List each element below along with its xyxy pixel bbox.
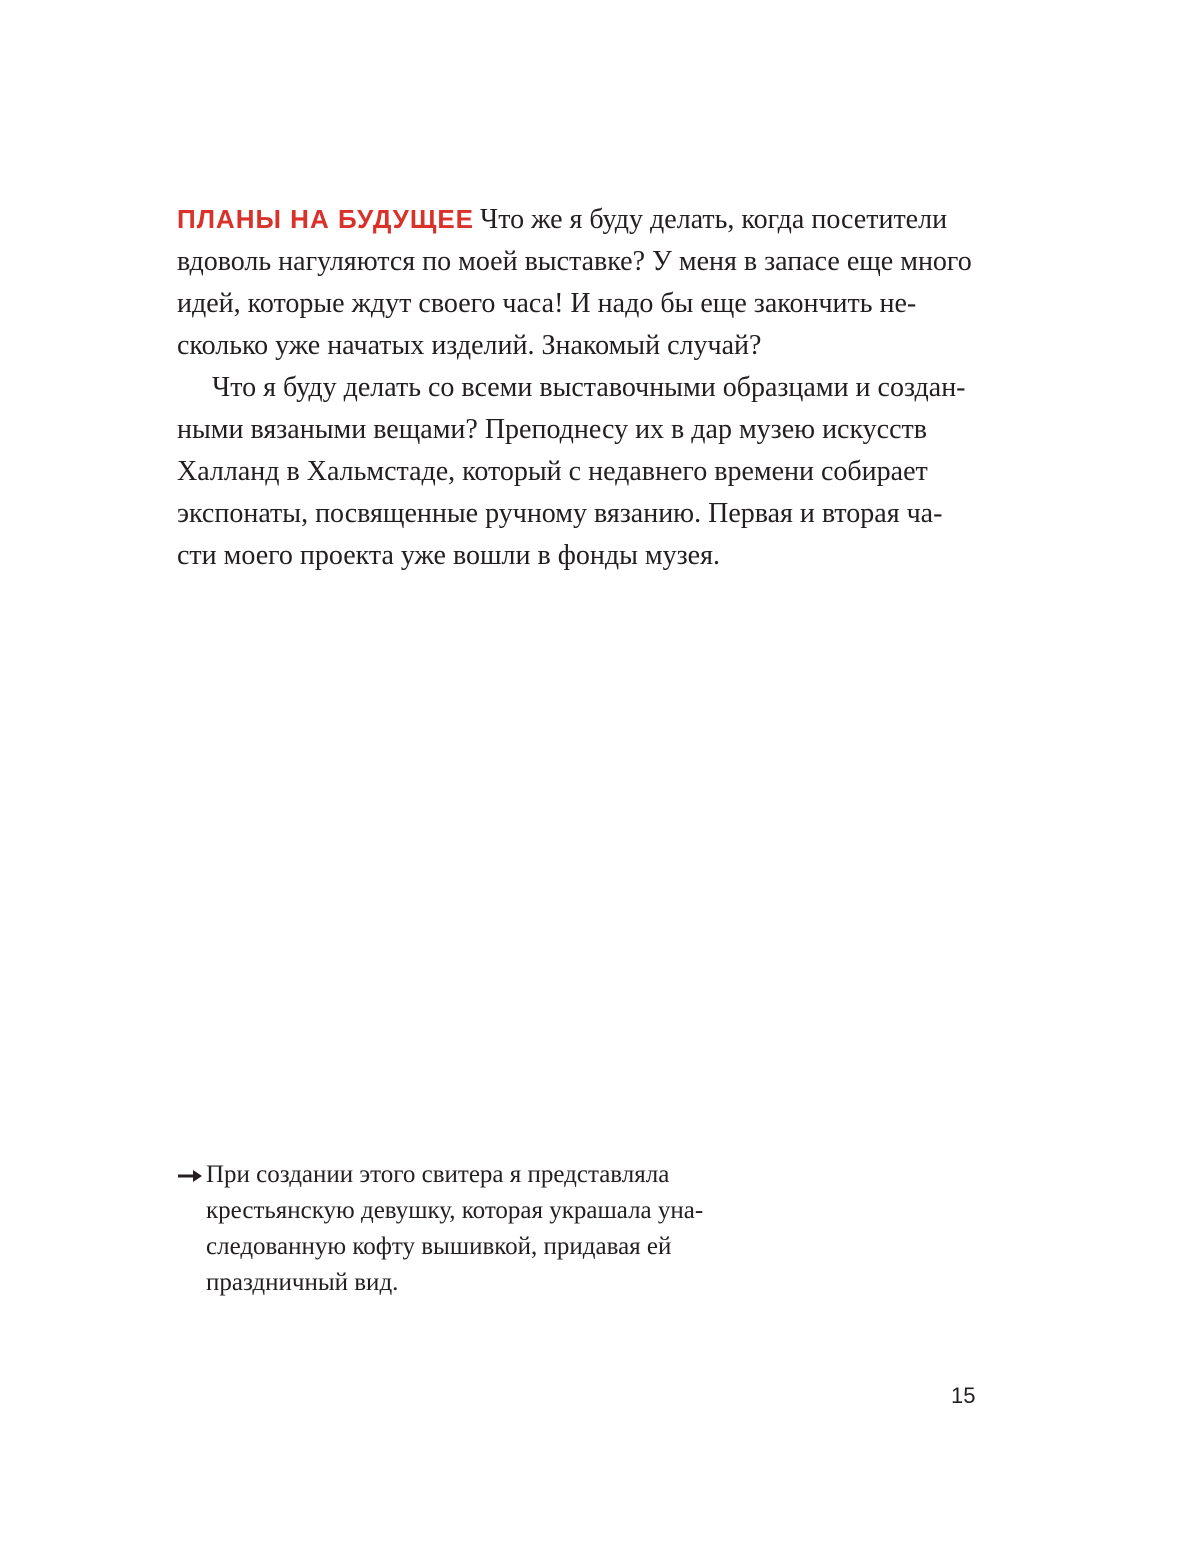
caption-line-2: крестьянскую девушку, которая украшала уна- [206, 1197, 704, 1224]
paragraph-1-line-3: идей, которые ждут своего часа! И надо бы еще закончить не- [177, 288, 917, 319]
caption-line-1: При создании этого свитера я представляла [206, 1161, 670, 1188]
caption-line-4: праздничный вид. [206, 1269, 399, 1296]
paragraph-1-line-1-text: Что же я буду делать, когда посетители [480, 204, 948, 235]
paragraph-2-line-3: Халланд в Хальмстаде, который с недавнего времени собирает [177, 456, 928, 487]
paragraph-1-line-2: вдоволь нагуляются по моей выставке? У меня в запасе еще много [177, 246, 972, 277]
arrow-right-icon [177, 1157, 203, 1193]
page-number: 15 [951, 1383, 976, 1408]
paragraph-2-line-5: сти моего проекта уже вошли в фонды музея. [177, 540, 720, 571]
image-caption [177, 1157, 797, 1301]
paragraph-1-line-1 [177, 198, 977, 241]
paragraph-1-line-4: сколько уже начатых изделий. Знакомый случай? [177, 330, 762, 361]
main-text [177, 198, 977, 577]
section-heading: ПЛАНЫ НА БУДУЩЕЕ [177, 204, 475, 234]
paragraph-2-line-2: ными вязаными вещами? Преподнесу их в дар музею искусств [177, 414, 927, 445]
paragraph-2-line-4: экспонаты, посвященные ручному вязанию. Первая и вторая ча- [177, 498, 943, 529]
paragraph-2-line-1: Что я буду делать со всеми выставочными образцами и создан- [212, 372, 966, 403]
caption-line-3: следованную кофту вышивкой, придавая ей [206, 1233, 672, 1260]
